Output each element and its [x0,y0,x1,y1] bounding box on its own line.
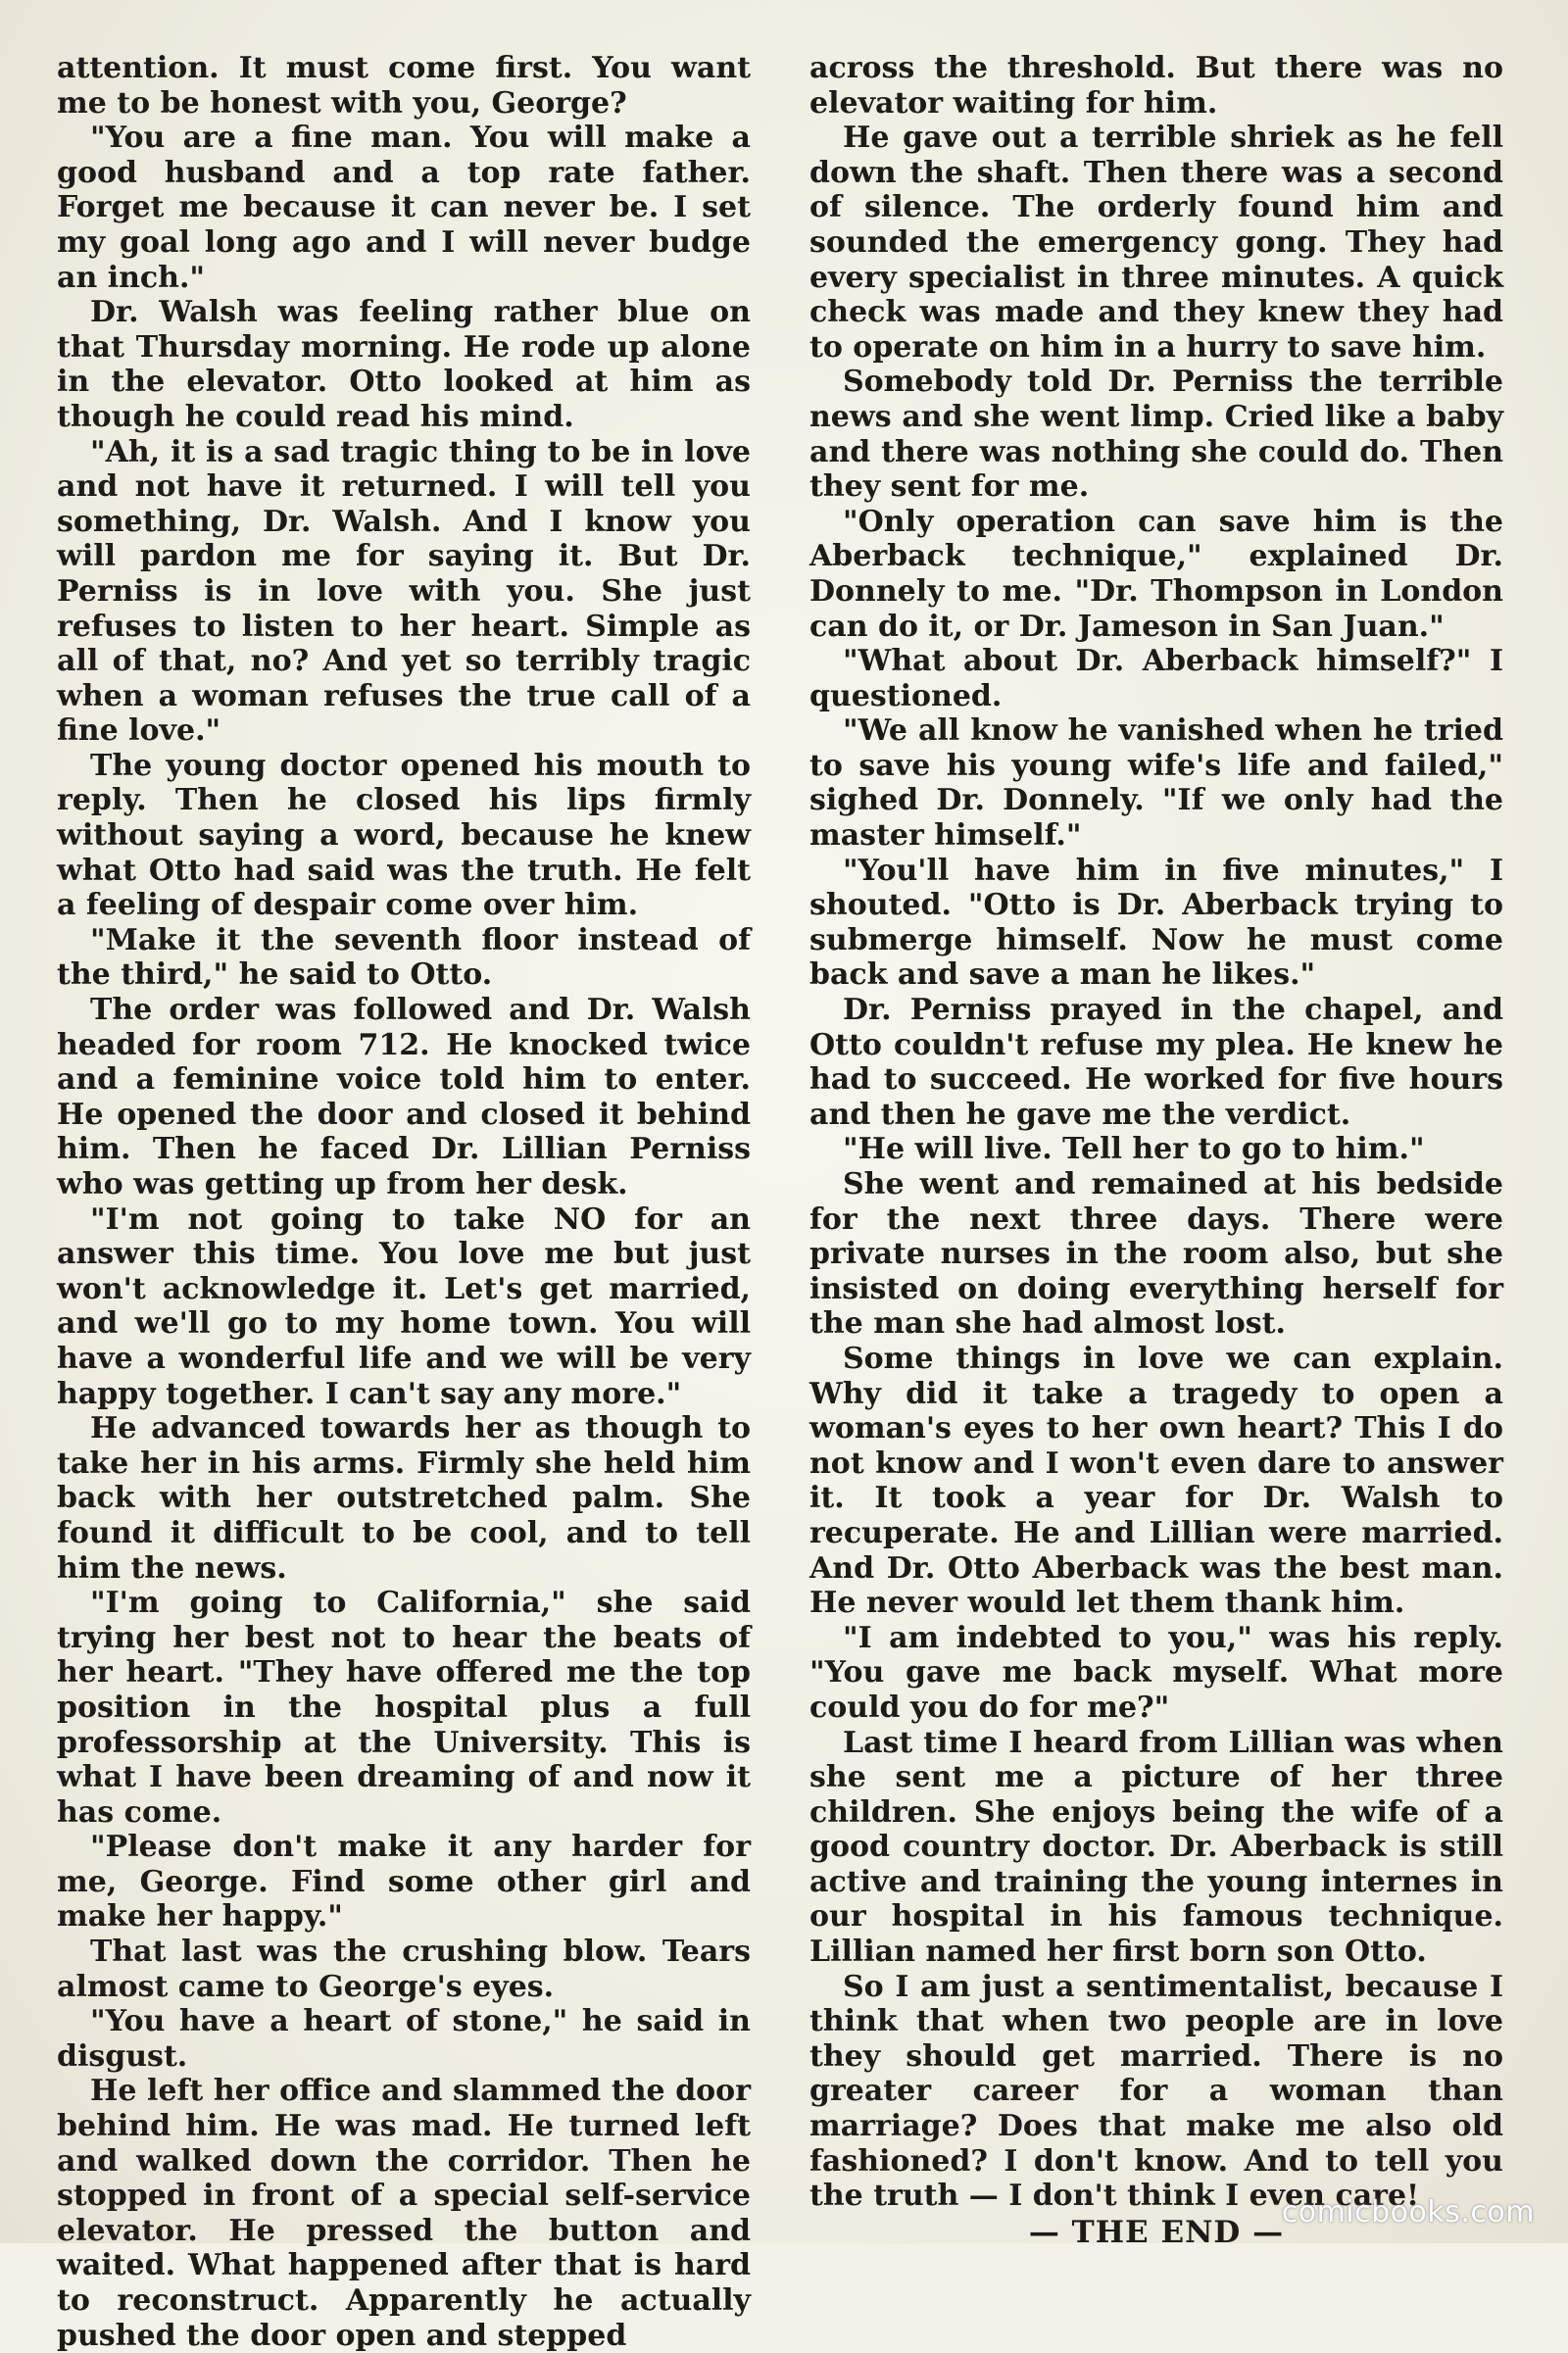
paragraph: Some things in love we can explain. Why did it take a tragedy to open a woman's eyes to her own heart? This I do not know and I won't even dare to answer it. It took a year for Dr. Walsh to recuperate. He and Lillian were married. And Dr. Otto Aberback was the best man. He never would let them thank him. [809,1341,1503,1621]
paragraph: attention. It must come first. You want me to be honest with you, George? [57,51,751,121]
paragraph: He gave out a terrible shriek as he fell down the shaft. Then there was a second of silence. The orderly found him and sounded the emergency gong. They had every specialist in three minutes. A quick check was made and they knew they had to operate on him in a hurry to save him. [809,121,1503,365]
paragraph: "I'm going to California," she said trying her best not to hear the beats of her heart. "They have offered me the top position in the hospital plus a full professorship at the University. This is what I have been dreaming of and now it has come. [57,1586,751,1830]
paragraph: "What about Dr. Aberback himself?" I questioned. [809,644,1503,713]
paragraph: "I'm not going to take NO for an answer this time. You love me but just won't acknowledge it. Let's get married, and we'll go to my home town. You will have a wonderful life and we will be very happy together. I can't say any more." [57,1201,751,1411]
paragraph: "You are a fine man. You will make a good husband and a top rate father. Forget me because it can never be. I set my goal long ago and I will never budge an inch." [57,121,751,295]
paragraph: He advanced towards her as though to take her in his arms. Firmly she held him back with her outstretched palm. She found it difficult to be cool, and to tell him the news. [57,1411,751,1586]
site-watermark: comicbooks.com [1281,2195,1535,2230]
paragraph: That last was the crushing blow. Tears almost came to George's eyes. [57,1935,751,2004]
paragraph: "I am indebted to you," was his reply. "You gave me back myself. What more could you do for me?" [809,1620,1503,1725]
paragraph: He left her office and slammed the door behind him. He was mad. He turned left and walked down the corridor. Then he stopped in front of a special self-service elevator. He pressed the button and waited. What happened after that is hard to reconstruct. Apparently he actually pushed the door open and stepped [57,2074,751,2353]
paragraph: Dr. Perniss prayed in the chapel, and Otto couldn't refuse my plea. He knew he had to succeed. He worked for five hours and then he gave me the verdict. [809,993,1503,1132]
paragraph: "Ah, it is a sad tragic thing to be in love and not have it returned. I will tell you something, Dr. Walsh. And I know you will pardon me for saying it. But Dr. Perniss is in love with you. She just refuses to listen to her heart. Simple as all of that, no? And yet so terribly tragic when a woman refuses the true call of a fine love." [57,434,751,749]
paragraph: The young doctor opened his mouth to reply. Then he closed his lips firmly without saying a word, because he knew what Otto had said was the truth. He felt a feeling of despair come over him. [57,748,751,923]
paragraph: "Make it the seventh floor instead of the third," he said to Otto. [57,922,751,993]
paragraph: "We all know he vanished when he tried to save his young wife's life and failed," sighed Dr. Donnely. "If we only had the master himself." [809,713,1503,854]
paragraph: So I am just a sentimentalist, because I think that when two people are in love they should get married. There is no greater career for a woman than marriage? Does that make me also old fashioned? I don't know. And to tell you the truth — I don't think I even care! [809,1969,1503,2214]
paragraph: Somebody told Dr. Perniss the terrible news and she went limp. Cried like a baby and there was nothing she could do. Then they sent for me. [809,365,1503,505]
paragraph: "Only operation can save him is the Aberback technique," explained Dr. Donnely to me. "Dr. Thompson in London can do it, or Dr. Jameson in San Juan." [809,504,1503,644]
paragraph: "You'll have him in five minutes," I shouted. "Otto is Dr. Aberback trying to submerge himself. Now he must come back and save a man he likes." [809,853,1503,993]
left-text-column [57,51,751,2353]
paragraph: "He will live. Tell her to go to him." [843,1132,1425,1167]
paragraph: "You have a heart of stone," he said in disgust. [57,2004,751,2074]
paragraph: The order was followed and Dr. Walsh headed for room 712. He knocked twice and a feminine voice told him to enter. He opened the door and closed it behind him. Then he faced Dr. Lillian Perniss who was getting up from her desk. [57,993,751,1201]
paragraph: Dr. Walsh was feeling rather blue on that Thursday morning. He rode up alone in the elevator. Otto looked at him as though he could read his mind. [57,295,751,434]
paragraph: "Please don't make it any harder for me, George. Find some other girl and make her happy." [57,1830,751,1935]
the-end-mark: — THE END — [1028,2214,1285,2250]
paragraph: Last time I heard from Lillian was when she sent me a picture of her three children. She enjoys being the wife of a good country doctor. Dr. Aberback is still active and training the young internes in our hospital in his famous technique. Lillian named her first born son Otto. [809,1725,1503,1970]
paragraph: across the threshold. But there was no elevator waiting for him. [809,51,1503,121]
paragraph: She went and remained at his bedside for the next three days. There were private nurses in the room also, but she insisted on doing everything herself for the man she had almost lost. [809,1167,1503,1342]
right-text-column [809,51,1503,2250]
